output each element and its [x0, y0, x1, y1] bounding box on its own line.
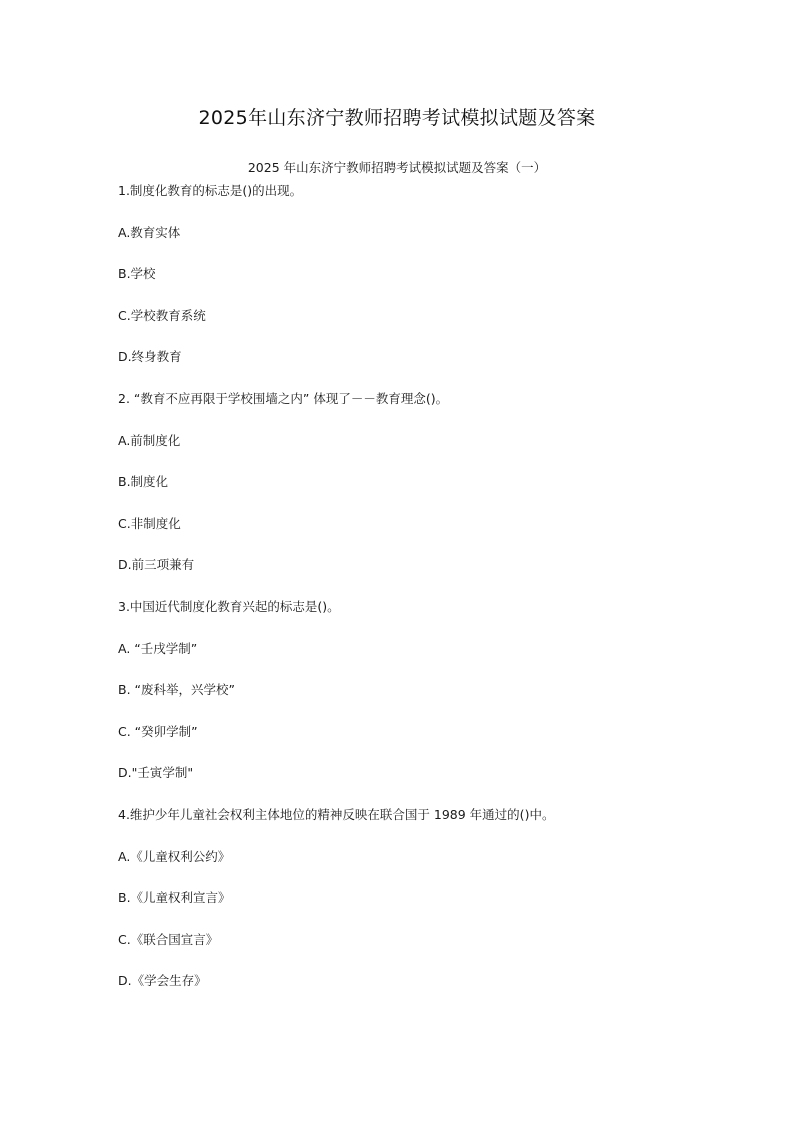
answer-option: B.学校 [118, 266, 156, 282]
question-list [118, 181, 718, 1013]
question-item [118, 597, 718, 783]
answer-option: C.学校教育系统 [118, 307, 206, 323]
question-stem: 4.维护少年儿童社会权利主体地位的精神反映在联合国于 1989 年通过的()中。 [118, 806, 555, 822]
document-title: 2025年山东济宁教师招聘考试模拟试题及答案 [198, 107, 596, 129]
question-item [118, 805, 718, 991]
answer-option: B. “废科举，兴学校” [118, 682, 235, 698]
answer-option: A.教育实体 [118, 224, 181, 240]
answer-option: B.制度化 [118, 474, 169, 490]
answer-option: C.非制度化 [118, 515, 181, 531]
answer-option: A.前制度化 [118, 432, 181, 448]
answer-option: C. “癸卯学制” [118, 723, 198, 739]
answer-option: D."壬寅学制" [118, 765, 194, 781]
answer-option: A.《儿童权利公约》 [118, 848, 231, 864]
question-item [118, 389, 718, 575]
question-stem: 2. “教育不应再限于学校围墙之内” 体现了－－教育理念()。 [118, 390, 449, 406]
question-item [118, 181, 718, 367]
answer-option: D.《学会生存》 [118, 973, 207, 989]
answer-option: D.终身教育 [118, 349, 182, 365]
section-title: 2025 年山东济宁教师招聘考试模拟试题及答案（一） [247, 160, 547, 175]
question-stem: 1.制度化教育的标志是()的出现。 [118, 183, 303, 198]
answer-option: A. “壬戌学制” [118, 640, 198, 656]
answer-option: D.前三项兼有 [118, 557, 195, 573]
answer-option: C.《联合国宣言》 [118, 931, 219, 947]
answer-option: B.《儿童权利宣言》 [118, 890, 231, 906]
question-stem: 3.中国近代制度化教育兴起的标志是()。 [118, 598, 340, 614]
